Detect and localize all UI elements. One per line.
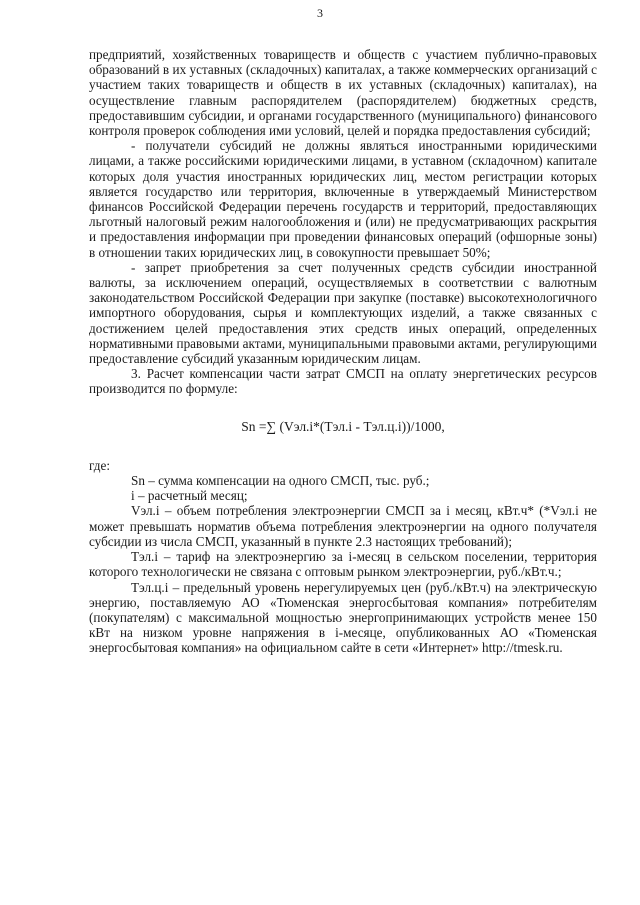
paragraph-foreign-entities: - получатели субсидий не должны являться иностранными юридическими лицами, а также российскими юридическими лицами, в уставном (складочном) капитале которых доля участия иностранных юридических лиц, местом регистрации которых является государство или территория, включенные в утверждаемый Министерством финансов Российской Федерации перечень государств и территорий, предоставляющих льготный налоговый режим налогообложения и (или) не предусматривающих раскрытия и предоставления информации при проведении финансовых операций (офшорные зоны) в отношении таких юридических лиц, в совокупности превышает 50%; bbox=[89, 138, 597, 260]
page-number: 3 bbox=[317, 6, 323, 20]
definition-telc: Тэл.ц.i – предельный уровень нерегулируемых цен (руб./кВт.ч) на электрическую энергию, поставляемую АО «Тюменская энергосбытовая компания» потребителям (покупателям) с максимальной мощностью энергопринимающих устройств менее 150 кВт на низком уровне напряжения в i-месяце, опубликованных АО «Тюменская энергосбытовая компания» на официальном сайте в сети «Интернет» http://tmesk.ru. bbox=[89, 579, 597, 656]
definition-i: i – расчетный месяц; bbox=[131, 488, 248, 504]
where-label: где: bbox=[89, 457, 110, 473]
definition-tel: Тэл.i – тариф на электроэнергию за i-месяц в сельском поселении, территория которого технологически не связана с оптовым рынком электроэнергии, руб./кВт.ч.; bbox=[89, 549, 597, 580]
paragraph-currency-ban: - запрет приобретения за счет полученных средств субсидии иностранной валюты, за исключением операций, осуществляемых в соответствии с валютным законодательством Российской Федерации при закупке (поставке) высокотехнологичного импортного оборудования, сырья и комплектующих изделий, а также связанных с достижением целей предоставления этих средств иных операций, определенных нормативными правовыми актами, муниципальными правовыми актами, регулирующими предоставление субсидий указанным юридическим лицам. bbox=[89, 259, 597, 367]
paragraph-calculation: 3. Расчет компенсации части затрат СМСП на оплату энергетических ресурсов производится по формуле: bbox=[89, 366, 597, 397]
document-body bbox=[89, 47, 597, 656]
formula: Sn =∑ (Vэл.i*(Тэл.i - Тэл.ц.i))/1000, bbox=[241, 418, 445, 434]
definition-vel: Vэл.i – объем потребления электроэнергии СМСП за i месяц, кВт.ч* (*Vэл.i не может превышать норматив объема потребления электроэнергии на одного получателя субсидии из числа СМСП, указанный в пункте 2.3 настоящих требований); bbox=[89, 503, 597, 549]
paragraph-continuation: предприятий, хозяйственных товариществ и обществ с участием публично-правовых образований в их уставных (складочных) капиталах, а также коммерческих организаций с участием таких товариществ и обществ в их уставных (складочных) капиталах), на осуществление главным распорядителем (распорядителем) бюджетных средств, предоставившим субсидии, и органами государственного (муниципального) финансового контроля проверок соблюдения ими условий, целей и порядка предоставления субсидий; bbox=[89, 47, 597, 139]
definition-sn: Sn – сумма компенсации на одного СМСП, тыс. руб.; bbox=[131, 473, 430, 489]
